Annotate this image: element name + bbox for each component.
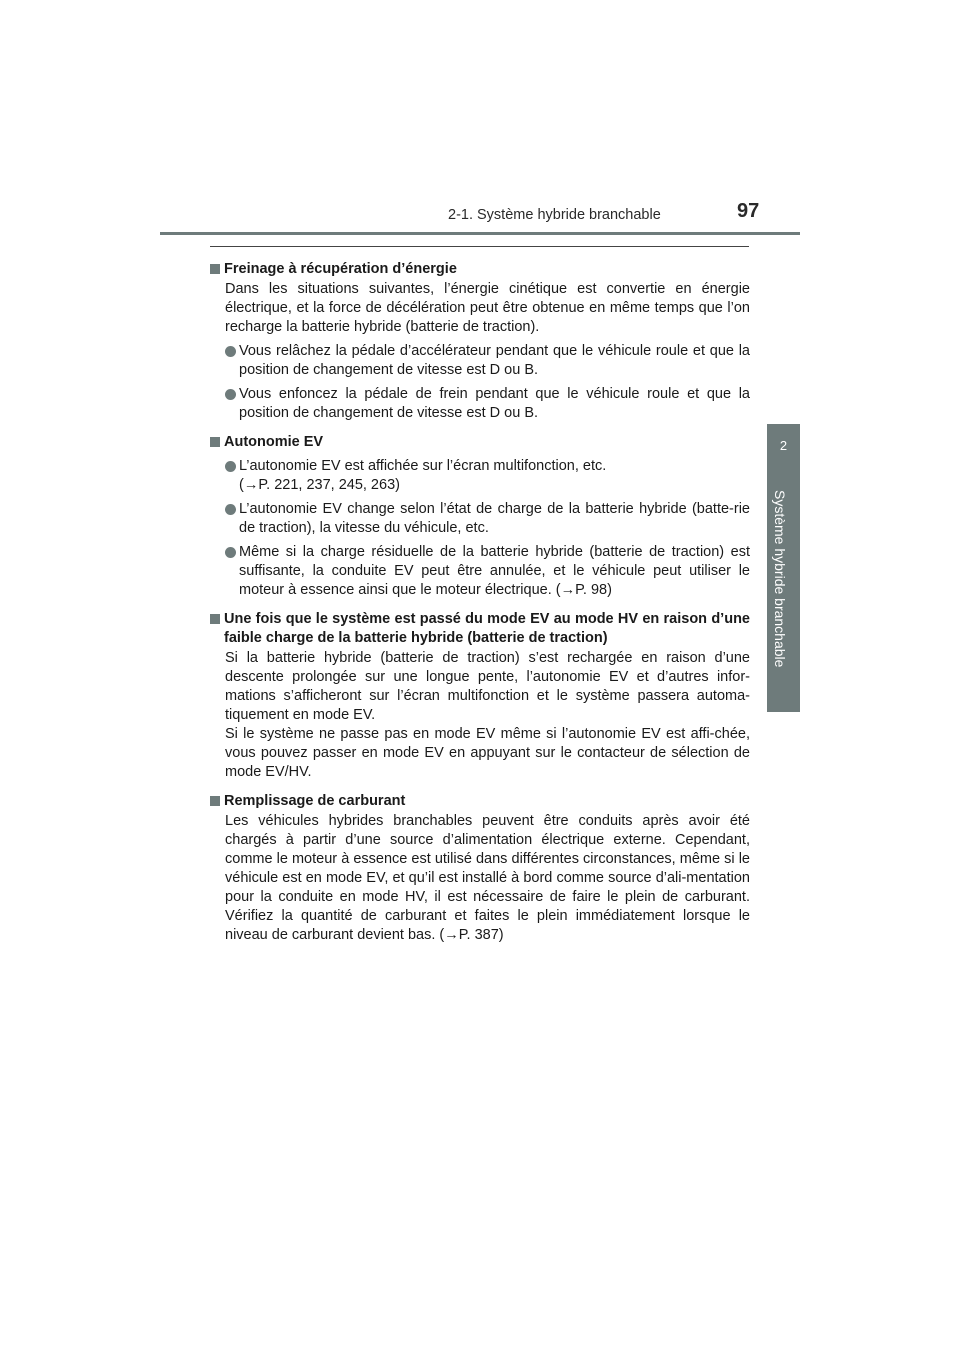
list-item-text: Vous relâchez la pédale d’accélérateur pendant que le véhicule roule et que la position de changement de vitesse est D ou B. [239, 343, 750, 378]
chapter-side-tab[interactable] [767, 424, 800, 712]
side-tab-label: Système hybride branchable [772, 490, 788, 668]
list-item-text: L’autonomie EV est affichée sur l’écran multifonction, etc. (→P. 221, 237, 245, 263) [239, 458, 607, 493]
section-paragraph: Dans les situations suivantes, l’énergie cinétique est convertie en énergie électrique, et la force de décélération peut être obtenue en même temps que l’on recharge la batterie hybride (batterie de traction). [225, 281, 750, 335]
square-bullet-icon [210, 796, 220, 806]
round-bullet-icon [225, 461, 236, 472]
list-item [225, 342, 750, 380]
square-bullet-icon [210, 437, 220, 447]
round-bullet-icon [225, 389, 236, 400]
list-item [225, 457, 750, 495]
list-item-text: L’autonomie EV change selon l’état de charge de la batterie hybride (batte-rie de traction), la vitesse du véhicule, etc. [239, 501, 750, 536]
section-paragraph: Si la batterie hybride (batterie de traction) s’est rechargée en raison d’une descente prolongée sur une longue pente, l’autonomie EV et d’autres infor-mations s’afficheront sur l’écran multifonction et le système passera automa-tiquement en mode EV. Si le système ne passe pas en mode EV même si l’autonomie EV est affi-chée, vous pouvez passer en mode EV en appuyant sur le contacteur de sélection de mode EV/HV. [225, 650, 750, 780]
square-bullet-icon [210, 264, 220, 274]
list-item-text: Vous enfoncez la pédale de frein pendant que le véhicule roule et que la position de changement de vitesse est D ou B. [239, 386, 750, 421]
list-item [225, 500, 750, 538]
section-heading [210, 260, 750, 279]
round-bullet-icon [225, 547, 236, 558]
round-bullet-icon [225, 346, 236, 357]
round-bullet-icon [225, 504, 236, 515]
section-heading-text: Freinage à récupération d’énergie [224, 261, 457, 277]
list-item [225, 543, 750, 600]
list-item [225, 385, 750, 423]
section-heading [210, 610, 750, 648]
section-heading-text: Une fois que le système est passé du mode EV au mode HV en raison d’une faible charge de la batterie hybride (batterie de traction) [224, 611, 750, 646]
section-heading [210, 433, 750, 452]
list-item-text: Même si la charge résiduelle de la batterie hybride (batterie de traction) est suffisante, la conduite EV peut être annulée, et le véhicule peut utiliser le moteur à essence ainsi que le moteur électrique. (→P. 98) [239, 544, 750, 598]
section-heading-text: Remplissage de carburant [224, 793, 406, 809]
chapter-title: 2-1. Système hybride branchable [448, 207, 661, 223]
page-content [210, 256, 750, 945]
section-heading-text: Autonomie EV [224, 434, 324, 450]
section-heading [210, 792, 750, 811]
section-paragraph: Les véhicules hybrides branchables peuvent être conduits après avoir été chargés à partir d’une source d’alimentation électrique externe. Cependant, comme le moteur à essence est utilisé dans différentes circonstances, même si le véhicule est en mode EV, et qu’il est installé à bord comme source d’ali-mentation pour la conduite en mode HV, il est nécessaire de faire le plein de carburant. Vérifiez la quantité de carburant et faites le plein immédiatement lorsque le niveau de carburant devient bas. (→P. 387) [225, 813, 750, 943]
header-rule [160, 232, 800, 235]
square-bullet-icon [210, 614, 220, 624]
side-tab-number: 2 [779, 438, 788, 453]
content-rule [210, 246, 749, 247]
page-number: 97 [737, 200, 760, 222]
